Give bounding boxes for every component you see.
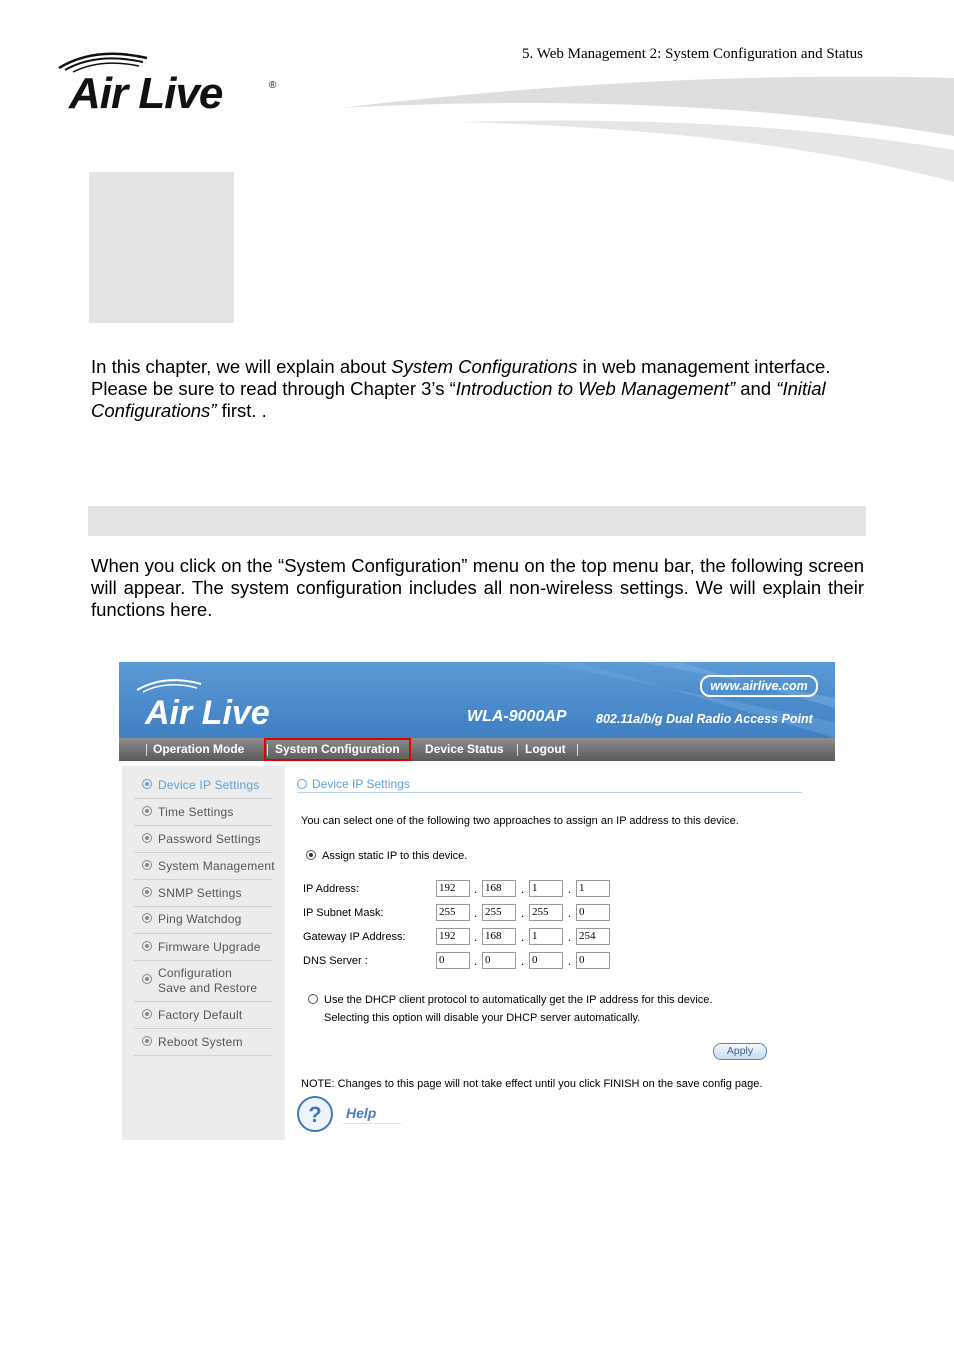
- sidebar-item-ping-watchdog[interactable]: [142, 912, 242, 927]
- help-link[interactable]: Help: [346, 1105, 377, 1121]
- gateway-octet-4[interactable]: 254: [576, 928, 610, 945]
- bullet-icon: [142, 806, 152, 816]
- dns-octet-2[interactable]: 0: [482, 952, 516, 969]
- subnet-mask-octet-2[interactable]: 255: [482, 904, 516, 921]
- help-icon[interactable]: [296, 1095, 334, 1133]
- sidebar-item-label: Time Settings: [158, 805, 234, 819]
- sidebar-item-label: Firmware Upgrade: [158, 940, 261, 954]
- svg-text:Air Live: Air Live: [145, 694, 270, 732]
- bullet-icon: [142, 860, 152, 870]
- description-paragraph: When you click on the “System Configuration” menu on the top menu bar, the following screen will appear. The system configuration includes all non-wireless settings. We will explain their functions here.: [91, 555, 864, 620]
- ip-address-octet-2[interactable]: 168: [482, 880, 516, 897]
- dns-server-label: DNS Server :: [303, 955, 368, 967]
- dot-separator: .: [521, 956, 525, 968]
- content-title-text: Device IP Settings: [312, 777, 410, 791]
- sidebar-item-label: Factory Default: [158, 1008, 243, 1022]
- sidebar-item-label: Device IP Settings: [158, 778, 260, 792]
- sidebar-item-time-settings[interactable]: [142, 805, 234, 820]
- dhcp-option-label: Use the DHCP client protocol to automatically get the IP address for this device.: [324, 994, 713, 1006]
- sidebar-divider: [134, 879, 272, 880]
- sidebar-divider: [134, 825, 272, 826]
- dot-separator: .: [568, 956, 572, 968]
- sidebar-item-snmp-settings[interactable]: [142, 886, 242, 901]
- sidebar-item-system-management[interactable]: [142, 859, 275, 874]
- sidebar-divider: [134, 852, 272, 853]
- intro-paragraph: [91, 356, 864, 422]
- sidebar-divider: [134, 798, 272, 799]
- intro-emphasis-2: Introduction to Web Management”: [455, 378, 736, 399]
- ip-address-label: IP Address:: [303, 883, 360, 895]
- menu-separator: [146, 744, 147, 756]
- gateway-octet-1[interactable]: 192: [436, 928, 470, 945]
- sidebar-item-label: Password Settings: [158, 832, 261, 846]
- dot-separator: .: [521, 932, 525, 944]
- dot-separator: .: [568, 932, 572, 944]
- sidebar-divider: [134, 1001, 272, 1002]
- bullet-icon: [297, 779, 307, 789]
- gateway-label: Gateway IP Address:: [303, 931, 406, 943]
- intro-emphasis-1: System Configurations: [391, 356, 578, 377]
- menu-separator: [577, 744, 578, 756]
- bullet-icon: [142, 1036, 152, 1046]
- save-config-note: NOTE: Changes to this page will not take effect until you click FINISH on the save config page.: [301, 1078, 763, 1090]
- sidebar-item-label: System Management: [158, 859, 275, 873]
- sidebar-divider: [134, 1055, 272, 1056]
- radio-unselected-icon[interactable]: [308, 994, 318, 1004]
- sidebar-divider: [134, 906, 272, 907]
- bullet-icon: [142, 779, 152, 789]
- intro-emphasis-3: “Initial Configurations”: [91, 378, 826, 421]
- intro-text-3: and: [735, 378, 777, 399]
- chapter-heading: 5. Web Management 2: System Configuration and Status: [522, 46, 863, 62]
- menu-logout[interactable]: Logout: [525, 742, 566, 756]
- menu-separator: [517, 744, 518, 756]
- dns-octet-3[interactable]: 0: [529, 952, 563, 969]
- intro-text-4: first. .: [216, 400, 267, 421]
- top-menu-bar: [119, 738, 835, 761]
- sidebar-divider: [134, 933, 272, 934]
- bullet-icon: [142, 941, 152, 951]
- sidebar-divider: [134, 960, 272, 961]
- static-ip-option[interactable]: [306, 850, 467, 862]
- sidebar-item-factory-default[interactable]: [142, 1008, 242, 1023]
- content-title: [297, 777, 410, 791]
- title-underline: [297, 792, 802, 793]
- subnet-mask-octet-1[interactable]: 255: [436, 904, 470, 921]
- router-banner: [119, 662, 835, 738]
- dot-separator: .: [474, 932, 478, 944]
- dns-octet-4[interactable]: 0: [576, 952, 610, 969]
- svg-text:Air Live: Air Live: [69, 69, 223, 118]
- chapter-number-box: [89, 172, 234, 323]
- radio-selected-icon[interactable]: [306, 850, 316, 860]
- sidebar-item-label: SNMP Settings: [158, 886, 242, 900]
- subnet-mask-octet-4[interactable]: 0: [576, 904, 610, 921]
- section-heading-bar: [88, 506, 866, 536]
- bullet-icon: [142, 887, 152, 897]
- web-ui-screenshot: [119, 662, 835, 1140]
- model-name: WLA-9000AP: [467, 708, 567, 725]
- sidebar-divider: [134, 1028, 272, 1029]
- airlive-logo: [55, 48, 285, 118]
- intro-text-1: In this chapter, we will explain about: [91, 356, 392, 377]
- bullet-icon: [142, 974, 152, 984]
- dot-separator: .: [568, 884, 572, 896]
- static-ip-option-label: Assign static IP to this device.: [322, 850, 468, 862]
- intro-text-2: in web management interface. Please be sure to read through Chapter 3’s “: [91, 356, 831, 399]
- svg-text:®: ®: [269, 80, 277, 91]
- menu-device-status[interactable]: Device Status: [425, 742, 504, 756]
- header-swoosh-decoration: [340, 70, 954, 190]
- svg-text:?: ?: [308, 1102, 322, 1127]
- bullet-icon: [142, 833, 152, 843]
- menu-operation-mode[interactable]: Operation Mode: [153, 742, 245, 756]
- ip-address-octet-4[interactable]: 1: [576, 880, 610, 897]
- gateway-octet-2[interactable]: 168: [482, 928, 516, 945]
- airlive-url-badge[interactable]: www.airlive.com: [700, 675, 818, 697]
- subnet-mask-octet-3[interactable]: 255: [529, 904, 563, 921]
- sidebar-item-reboot-system[interactable]: [142, 1035, 243, 1050]
- bullet-icon: [142, 913, 152, 923]
- bullet-icon: [142, 1009, 152, 1019]
- subnet-mask-label: IP Subnet Mask:: [303, 907, 384, 919]
- dhcp-option[interactable]: [308, 994, 712, 1006]
- sidebar-item-label-line2: Save and Restore: [158, 981, 258, 995]
- dns-octet-1[interactable]: 0: [436, 952, 470, 969]
- dot-separator: .: [521, 884, 525, 896]
- help-underline: [343, 1123, 401, 1124]
- dot-separator: .: [474, 908, 478, 920]
- dot-separator: .: [474, 884, 478, 896]
- sidebar-item-label: Ping Watchdog: [158, 912, 242, 926]
- product-tagline: 802.11a/b/g Dual Radio Access Point: [596, 712, 813, 726]
- sidebar-item-label: Configuration: [158, 966, 232, 980]
- dot-separator: .: [474, 956, 478, 968]
- settings-sidebar: [122, 766, 285, 1140]
- menu-system-configuration[interactable]: System Configuration: [264, 738, 411, 761]
- banner-airlive-logo: [135, 676, 305, 732]
- sidebar-item-firmware-upgrade[interactable]: [142, 940, 261, 955]
- gateway-octet-3[interactable]: 1: [529, 928, 563, 945]
- ip-address-octet-3[interactable]: 1: [529, 880, 563, 897]
- sidebar-item-configuration-save-restore[interactable]: [142, 966, 257, 996]
- sidebar-item-device-ip-settings[interactable]: [142, 778, 259, 793]
- apply-button[interactable]: Apply: [713, 1043, 767, 1060]
- dot-separator: .: [521, 908, 525, 920]
- dhcp-note: Selecting this option will disable your DHCP server automatically.: [324, 1012, 641, 1024]
- sidebar-item-password-settings[interactable]: [142, 832, 261, 847]
- ip-approach-intro: You can select one of the following two approaches to assign an IP address to this device.: [301, 815, 739, 827]
- ip-address-octet-1[interactable]: 192: [436, 880, 470, 897]
- sidebar-item-label: Reboot System: [158, 1035, 243, 1049]
- dot-separator: .: [568, 908, 572, 920]
